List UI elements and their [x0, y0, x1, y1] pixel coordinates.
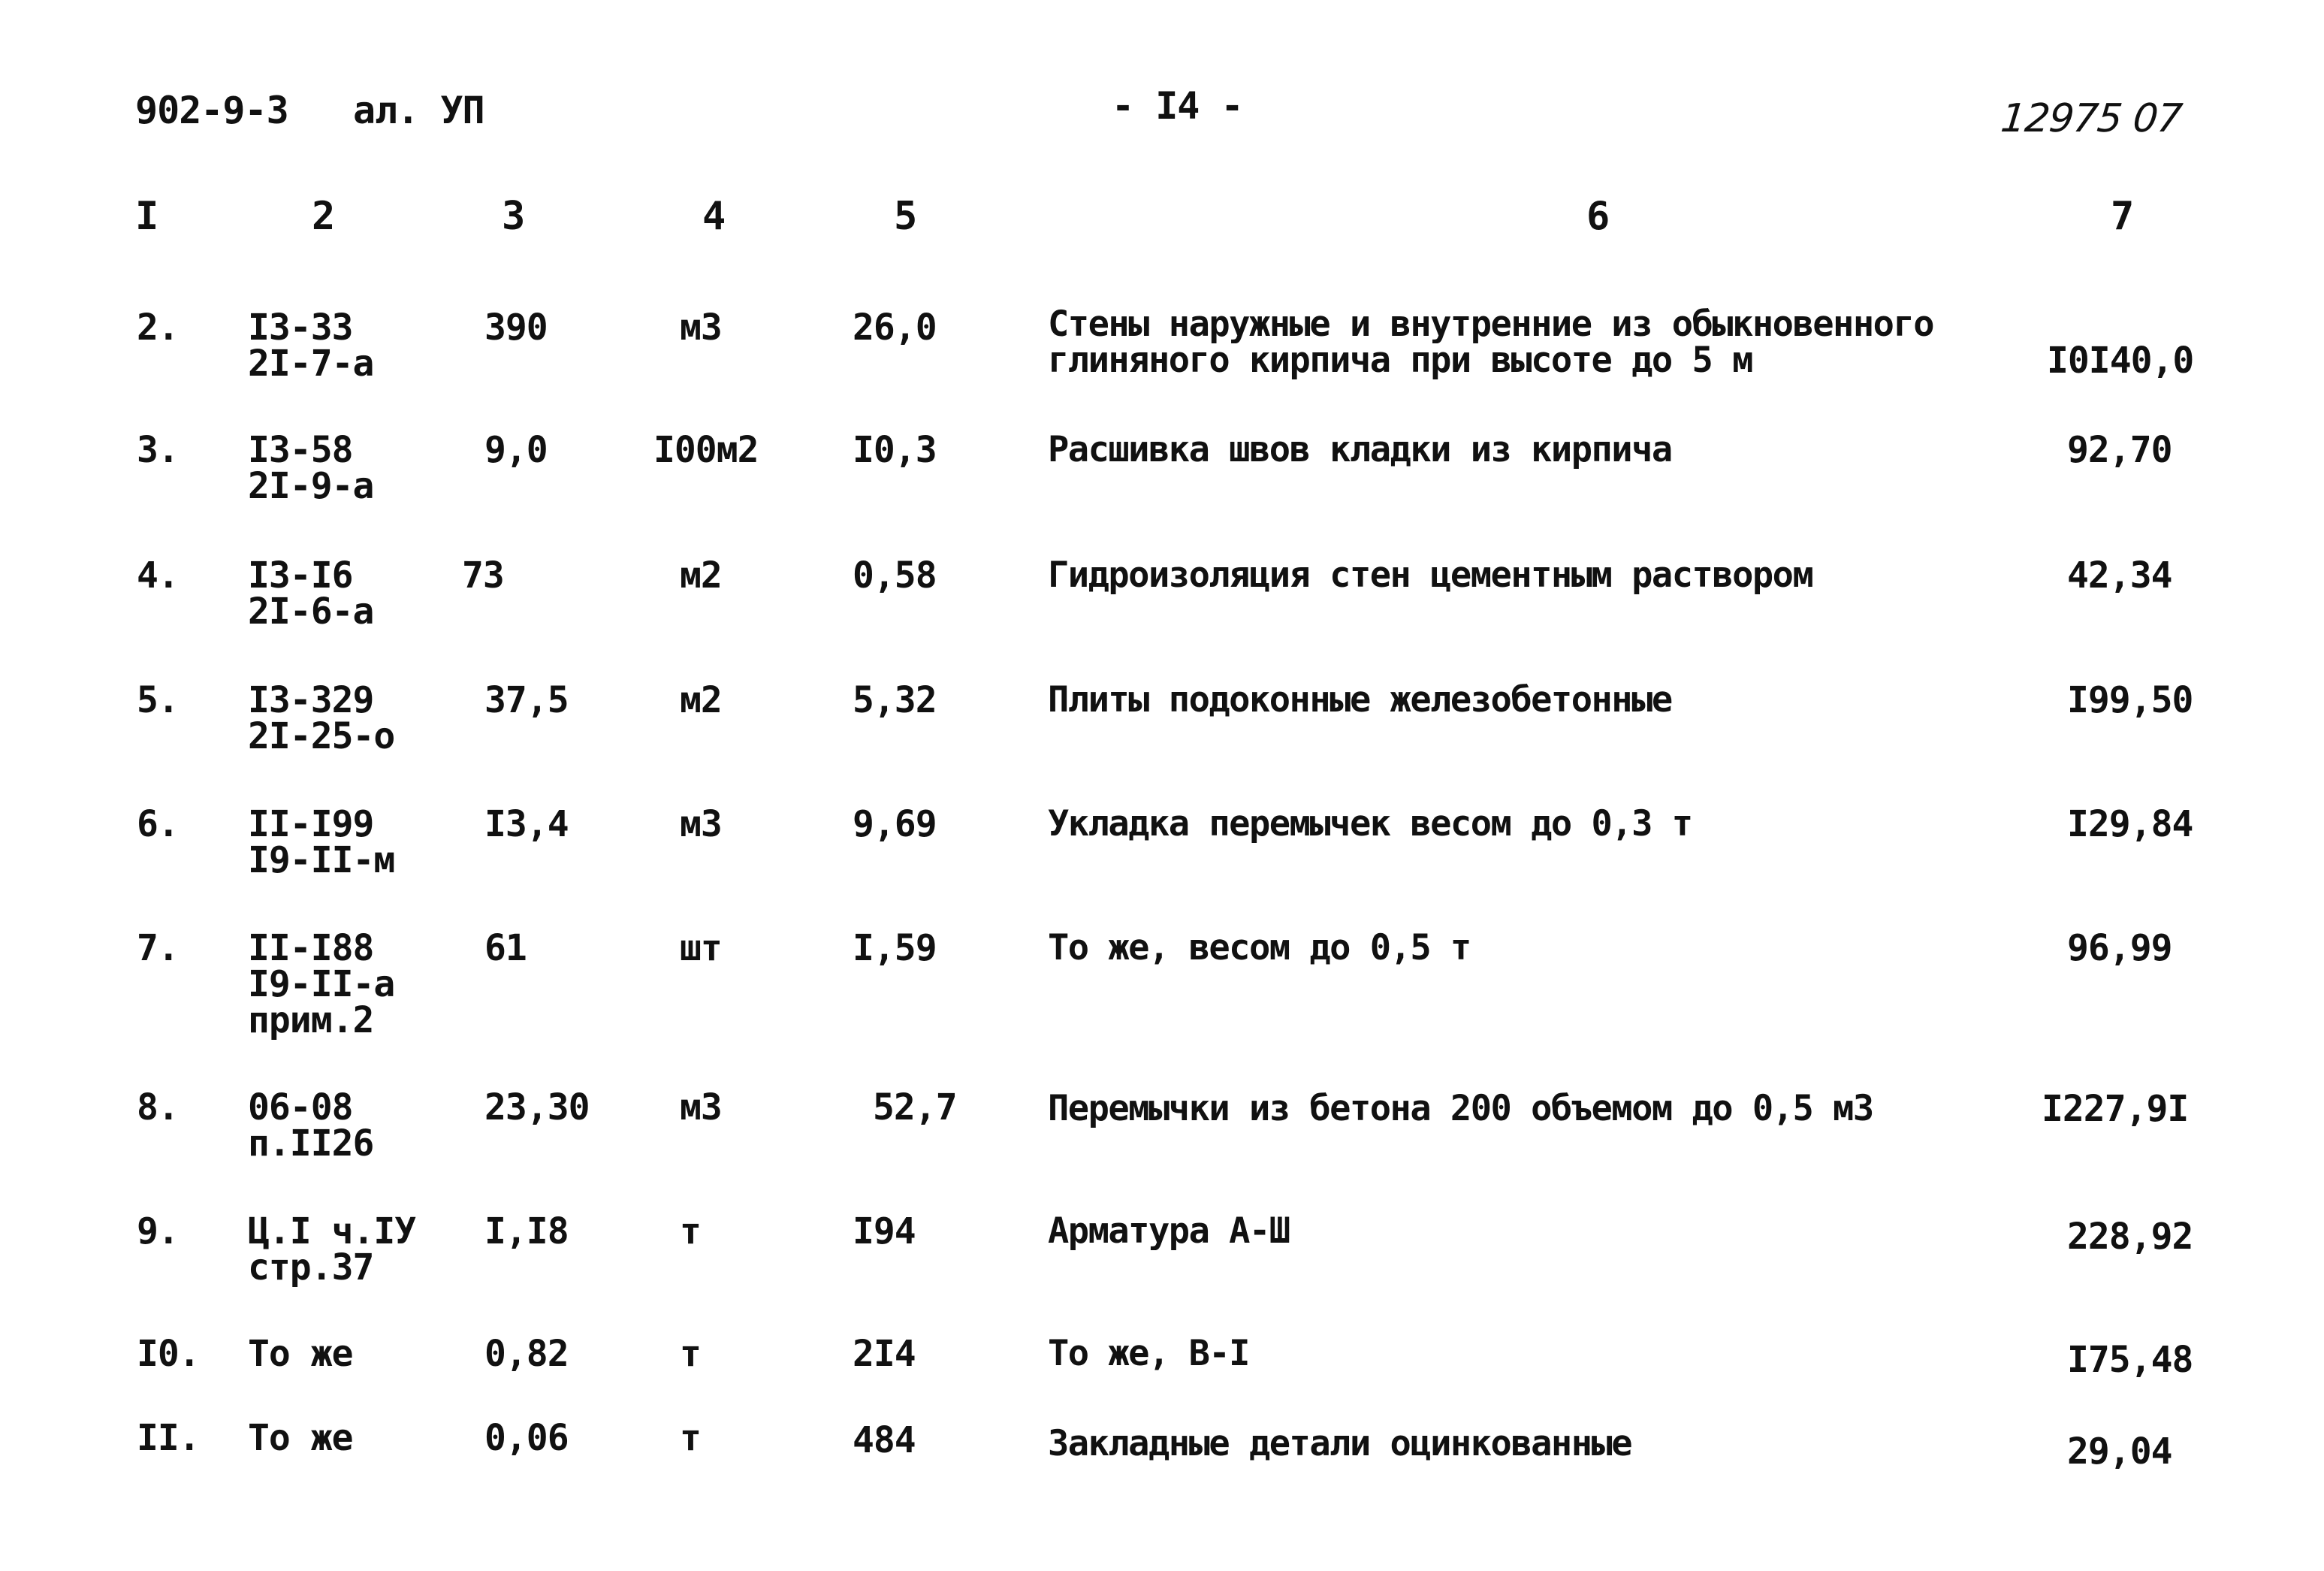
column-header-4: 4	[702, 194, 726, 239]
row-total: I227,9I	[2042, 1088, 2189, 1130]
document-code: 902-9-3	[135, 89, 288, 132]
row-unit-price: 5,32	[853, 679, 937, 721]
page-number: - I4 -	[1112, 84, 1243, 128]
row-total: I0I40,0	[2047, 340, 2194, 382]
row-unit: т	[680, 1417, 701, 1459]
row-description: Перемычки из бетона 200 объемом до 0,5 м3	[1048, 1088, 1873, 1129]
row-quantity: 390	[484, 307, 548, 349]
row-unit-price: 2I4	[853, 1333, 916, 1375]
row-description: То же, В-I	[1048, 1333, 1249, 1374]
row-description: Гидроизоляция стен цементным раствором	[1048, 554, 1813, 596]
row-total: 96,99	[2067, 927, 2172, 969]
row-description: Плиты подоконные железобетонные	[1048, 679, 1672, 721]
row-reference: I3-33 2I-7-а	[248, 307, 374, 385]
row-description: Закладные детали оцинкованные	[1048, 1423, 1632, 1464]
row-quantity: 73	[462, 554, 504, 597]
row-unit: т	[680, 1210, 701, 1252]
row-reference: II-I99 I9-II-м	[248, 803, 395, 881]
row-unit-price: I0,3	[853, 429, 937, 471]
row-unit: I00м2	[653, 429, 759, 471]
row-unit-price: 9,69	[853, 803, 937, 845]
row-unit-price: 0,58	[853, 554, 937, 597]
row-total: I99,50	[2067, 679, 2193, 721]
row-description: Стены наружные и внутренние из обыкновенного глиняного кирпича при высоте до 5 м	[1048, 304, 1934, 381]
row-description: Расшивка швов кладки из кирпича	[1048, 429, 1672, 470]
row-number: 4.	[137, 554, 179, 597]
row-quantity: I,I8	[484, 1210, 569, 1252]
column-header-1: I	[135, 194, 159, 239]
row-quantity: 9,0	[484, 429, 548, 471]
row-total: 42,34	[2067, 554, 2172, 597]
column-header-5: 5	[894, 194, 918, 239]
row-quantity: 61	[484, 927, 527, 969]
row-quantity: 23,30	[484, 1086, 590, 1128]
handwritten-doc-number: 12975 07	[1998, 96, 2184, 141]
row-number: 5.	[137, 679, 179, 721]
row-total: I29,84	[2067, 803, 2193, 845]
row-total: I75,48	[2067, 1339, 2193, 1381]
row-number: 6.	[137, 803, 179, 845]
row-reference: I3-329 2I-25-о	[248, 679, 395, 757]
row-unit: м3	[680, 803, 722, 845]
row-unit-price: 26,0	[853, 307, 937, 349]
row-description: Укладка перемычек весом до 0,3 т	[1048, 803, 1692, 844]
album-label: ал. УП	[353, 89, 484, 132]
row-unit: шт	[680, 927, 722, 969]
row-reference: То же	[248, 1333, 353, 1375]
row-description: То же, весом до 0,5 т	[1048, 927, 1471, 968]
row-reference: I3-58 2I-9-а	[248, 429, 374, 507]
row-unit: м2	[680, 679, 722, 721]
row-quantity: 0,06	[484, 1417, 569, 1459]
row-reference: I3-I6 2I-6-а	[248, 554, 374, 633]
row-number: 2.	[137, 307, 179, 349]
row-number: 8.	[137, 1086, 179, 1128]
row-total: 29,04	[2067, 1431, 2172, 1473]
column-header-3: 3	[502, 194, 526, 239]
row-number: II.	[137, 1417, 200, 1459]
row-unit: м2	[680, 554, 722, 597]
row-quantity: 37,5	[484, 679, 569, 721]
row-number: I0.	[137, 1333, 200, 1375]
row-quantity: I3,4	[484, 803, 569, 845]
row-unit: м3	[680, 307, 722, 349]
row-reference: То же	[248, 1417, 353, 1459]
row-unit-price: 484	[853, 1419, 916, 1461]
row-unit: т	[680, 1333, 701, 1375]
row-unit-price: I,59	[853, 927, 937, 969]
row-total: 92,70	[2067, 429, 2172, 471]
column-header-7: 7	[2111, 194, 2135, 239]
row-number: 7.	[137, 927, 179, 969]
row-unit-price: 52,7	[873, 1086, 957, 1128]
row-reference: 06-08 п.II26	[248, 1086, 374, 1165]
row-number: 9.	[137, 1210, 179, 1252]
row-description: Арматура А-Ш	[1048, 1210, 1290, 1252]
row-total: 228,92	[2067, 1216, 2193, 1258]
row-unit-price: I94	[853, 1210, 916, 1252]
row-unit: м3	[680, 1086, 722, 1128]
row-quantity: 0,82	[484, 1333, 569, 1375]
row-reference: II-I88 I9-II-а прим.2	[248, 927, 395, 1041]
column-header-6: 6	[1586, 194, 1610, 239]
column-header-2: 2	[312, 194, 336, 239]
row-number: 3.	[137, 429, 179, 471]
row-reference: Ц.I ч.IУ стр.37	[248, 1210, 416, 1289]
